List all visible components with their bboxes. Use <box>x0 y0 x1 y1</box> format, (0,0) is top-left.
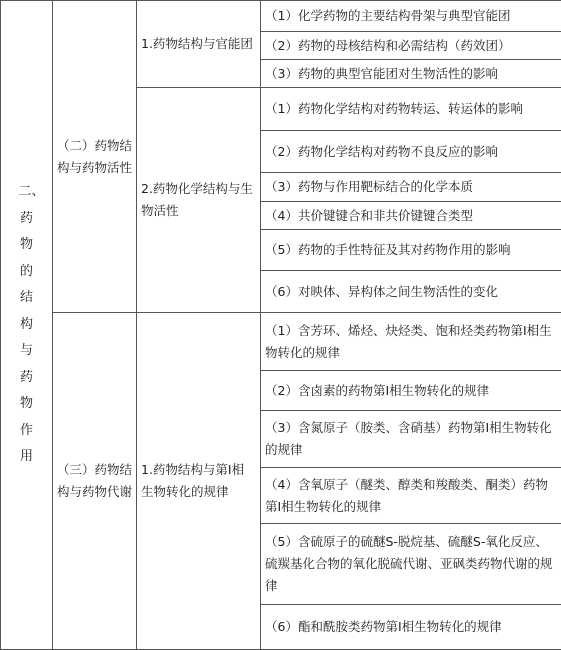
point-cell <box>261 271 561 313</box>
point-text: （2）药物化学结构对药物不良反应的影响 <box>265 144 498 159</box>
topic-title: 2.药物化学结构与生物活性 <box>141 181 253 218</box>
section-cell <box>53 1 137 313</box>
point-text: （1）化学药物的主要结构骨架与典型官能团 <box>265 8 510 23</box>
point-text: （2）含卤素的药物第Ⅰ相生物转化的规律 <box>265 383 489 398</box>
point-text: （1）含芳环、烯烃、炔烃类、饱和烃类药物第Ⅰ相生物转化的规律 <box>265 323 552 360</box>
point-cell <box>261 32 561 60</box>
point-text: （5）含硫原子的硫醚S-脱烷基、硫醚S-氧化反应、硫羰基化合物的氧化脱硫代谢、亚砜类药物代谢的规律 <box>265 534 553 593</box>
topic-cell <box>137 1 261 88</box>
section-title: （二）药物结构与药物活性 <box>57 138 132 175</box>
point-cell <box>261 371 561 411</box>
point-text: （4）共价键键合和非共价键键合类型 <box>265 208 473 223</box>
point-cell <box>261 605 561 650</box>
point-text: （3）药物与作用靶标结合的化学本质 <box>265 179 473 194</box>
topic-cell <box>137 88 261 313</box>
point-text: （5）药物的手性特征及其对药物作用的影响 <box>265 242 510 257</box>
point-text: （2）药物的母核结构和必需结构（药效团） <box>265 38 510 53</box>
point-cell <box>261 88 561 131</box>
unit-title-cell <box>1 1 53 650</box>
point-cell <box>261 1 561 32</box>
section-cell <box>53 313 137 650</box>
point-cell <box>261 411 561 468</box>
topic-title: 1.药物结构与官能团 <box>141 36 253 51</box>
point-text: （6）酯和酰胺类药物第Ⅰ相生物转化的规律 <box>265 619 502 634</box>
point-cell <box>261 313 561 371</box>
unit-title: 二、药物的结构与药物作用 <box>19 179 35 471</box>
point-text: （1）药物化学结构对药物转运、转运体的影响 <box>265 101 523 116</box>
point-text: （3）含氮原子（胺类、含硝基）药物第Ⅰ相生物转化的规律 <box>265 420 552 457</box>
point-text: （3）药物的典型官能团对生物活性的影响 <box>265 66 498 81</box>
point-cell <box>261 230 561 271</box>
point-text: （6）对映体、异构体之间生物活性的变化 <box>265 284 498 299</box>
section-title: （三）药物结构与药物代谢 <box>57 462 132 499</box>
point-cell <box>261 202 561 230</box>
point-cell <box>261 60 561 88</box>
topic-title: 1.药物结构与第Ⅰ相生物转化的规律 <box>141 462 244 499</box>
point-cell <box>261 173 561 202</box>
point-cell <box>261 131 561 173</box>
point-text: （4）含氧原子（醚类、醇类和羧酸类、酮类）药物第Ⅰ相生物转化的规律 <box>265 477 548 514</box>
topic-cell <box>137 313 261 650</box>
point-cell <box>261 468 561 524</box>
point-cell <box>261 524 561 605</box>
